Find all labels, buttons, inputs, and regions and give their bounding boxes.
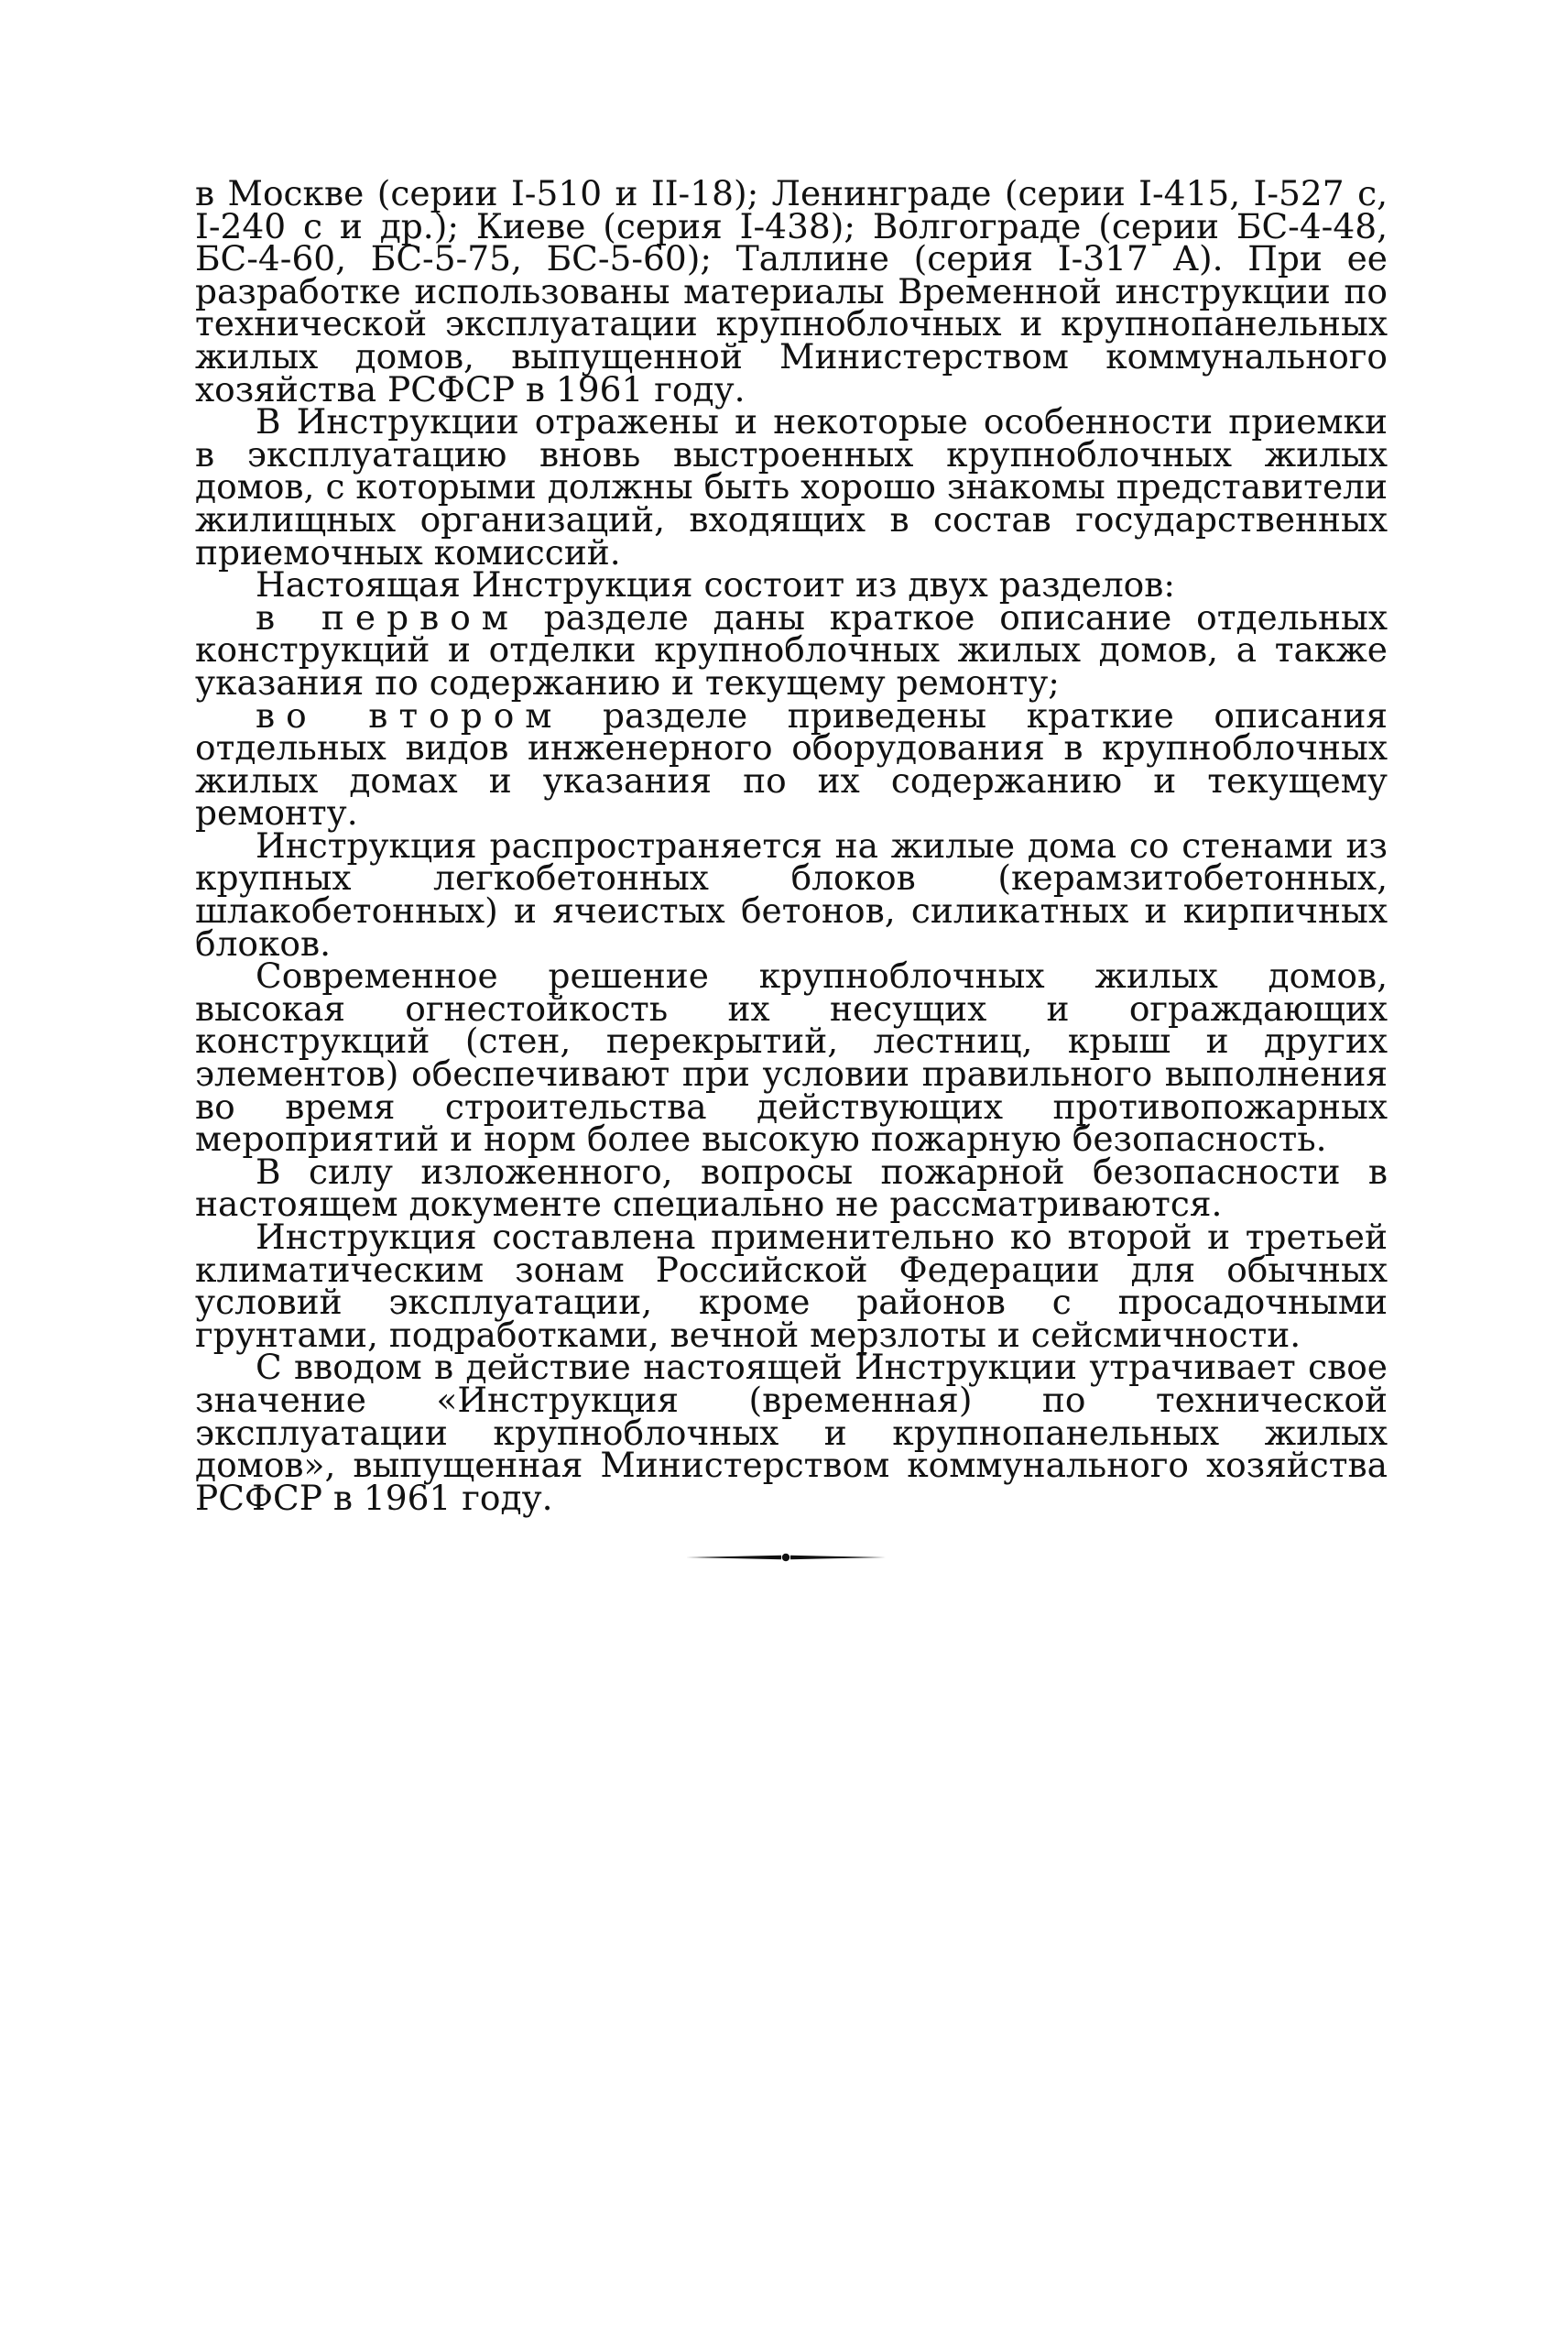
document-text [195,173,1388,1518]
paragraph-series-list [195,173,1388,410]
spaced-lead-word: во втором [256,694,563,736]
paragraph-text: разделе приведены краткие описания отдельных видов инженерного оборудования в крупноблочных жилых домах и указания по их содержанию и текущему ремонту. [195,694,1388,834]
paragraph-scope [195,824,1388,964]
paragraph-text: Современное решение крупноблочных жилых домов, высокая огнестойкость их несущих и ограждающих конструкций (стен, перекрытий, лестниц, крыш и других элементов) обеспечивают при условии правильного выполнения во время строительства действующих противопожарных мероприятий и норм более высокую пожарную безопасность. [195,956,1388,1160]
paragraph-text: С вводом в действие настоящей Инструкции утрачивает свое значение «Инструкция (временная) по технической эксплуатации крупноблочных и крупнопанельных жилых домов», выпущенная Министерством коммунального хозяйства РСФСР в 1961 году. [195,1347,1388,1518]
paragraph-fire-resistance [195,956,1388,1160]
paragraph-text: Настоящая Инструкция состоит из двух разделов: [256,564,1175,606]
paragraph-text: В силу изложенного, вопросы пожарной безопасности в настоящем документе специально не рассматриваются. [195,1151,1388,1225]
paragraph-text: разделе даны краткое описание отдельных конструкций и отделки крупноблочных жилых домов, а также указания по содержанию и текущему ремонту; [195,596,1388,703]
paragraph-climate-zones [195,1217,1388,1355]
spaced-lead-word: в первом [256,596,519,638]
paragraph-text: в Москве (серии I-510 и II-18); Ленинграде (серии I-415, I-527 с, I-240 с и др.); Киеве (серия I-438); Волгограде (серии БС-4-48, БС-4-60, БС-5-75, БС-5-60); Таллине (серия I-317 А). При ее разработке использованы материалы Временной инструкции по технической эксплуатации крупноблочных и крупнопанельных жилых домов, выпущенной Министерством коммунального хозяйства РСФСР в 1961 году. [195,173,1388,410]
paragraph-supersedes [195,1347,1388,1518]
paragraph-text: Инструкция составлена применительно ко второй и третьей климатическим зонам Российской Федерации для обычных условий эксплуатации, кроме районов с просадочными грунтами, подработками, вечной мерзлоты и сейсмичности. [195,1217,1388,1355]
paragraph-text: Инструкция распространяется на жилые дома со стенами из крупных легкобетонных блоков (керамзитобетонных, шлакобетонных) и ячеистых бетонов, силикатных и кирпичных блоков. [195,824,1388,964]
paragraph-text: В Инструкции отражены и некоторые особенности приемки в эксплуатацию вновь выстроенных крупноблочных жилых домов, с которыми должны быть хорошо знакомы представители жилищных организаций, входящих в состав государственных приемочных комиссий. [195,401,1388,573]
section-end-ornament-icon [682,1551,889,1564]
paragraph-section-two [195,694,1388,834]
paragraph-section-one [195,596,1388,703]
paragraph-fire-safety [195,1151,1388,1225]
paragraph-acceptance [195,401,1388,573]
